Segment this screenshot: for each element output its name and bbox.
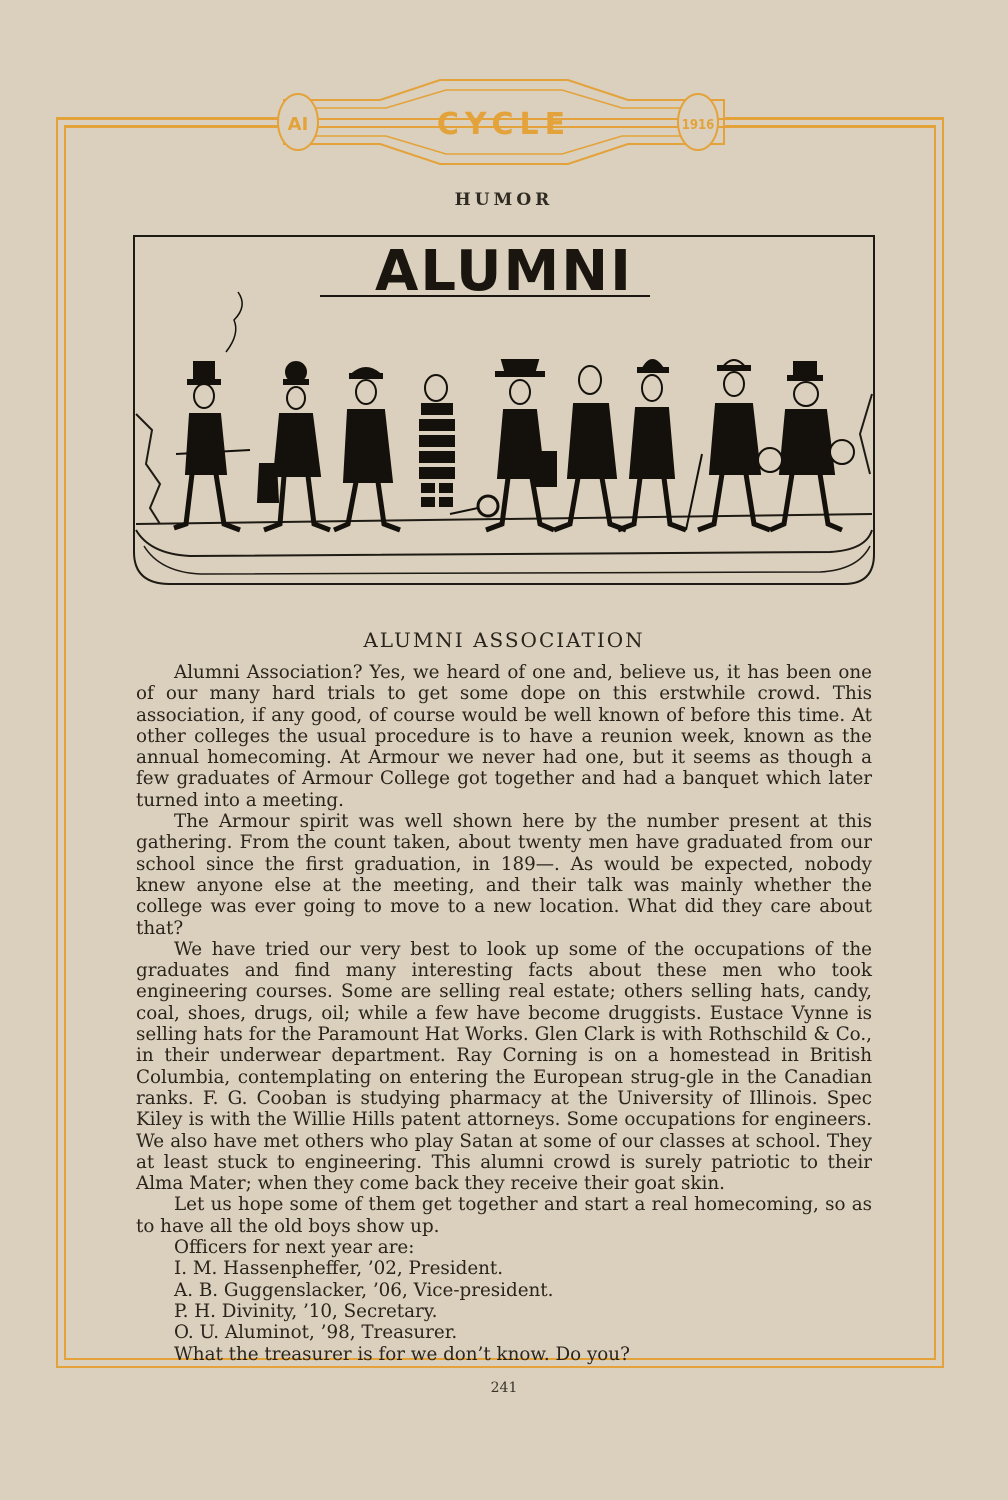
closing-line: What the treasurer is for we don’t know. Do you? (174, 1343, 630, 1365)
article-paragraph: The Armour spirit was well shown here by the number present at this gathering. From the count taken, about twenty men have graduated from our school since the first graduation, in 189—. As would be expected, nobody knew anyone else at the meeting, and their talk was mainly whether the college was ever going to move to a new location. What did they care about that? (136, 811, 872, 939)
cartoon-title: ALUMNI (375, 239, 633, 304)
emblem-cycle-text: CYCLE (436, 107, 572, 142)
article-paragraph: Alumni Association? Yes, we heard of one and, believe us, it has been one of our many hard trials to get some dope on this erstwhile crowd. This association, if any good, of course would be well known of before this time. At other colleges the usual procedure is to have a reunion week, known as the annual homecoming. At Armour we never had one, but it seems as though a few graduates of Armour College got together and had a banquet which later turned into a meeting. (136, 662, 872, 811)
article-paragraph: We have tried our very best to look up some of the occupations of the graduates and find many interesting facts about these men who took engineering courses. Some are selling real estate; others selling hats, candy, coal, shoes, drugs, oil; while a few have become druggists. Eustace Vynne is selling hats for the Paramount Hat Works. Glen Clark is with Rothschild & Co., in their underwear department. Ray Corning is on a homestead in British Columbia, contemplating on entering the European strug-gle in the Canadian ranks. F. G. Cooban is studying pharmacy at the University of Illinois. Spec Kiley is with the Willie Hills patent attorneys. Some occupations for engineers. We also have met others who play Satan at some of our classes at school. They at least stuck to engineering. This alumni crowd is surely patriotic to their Alma Mater; when they come back they receive their goat skin. (136, 938, 872, 1195)
officers-list (136, 1258, 872, 1343)
article-paragraph: Let us hope some of them get together and start a real homecoming, so as to have all the old boys show up. (136, 1194, 872, 1237)
section-heading: HUMOR (454, 190, 554, 210)
cycle-header-emblem (0, 60, 1008, 170)
emblem-left-text: AI (287, 114, 309, 135)
article-title: ALUMNI ASSOCIATION (363, 628, 645, 652)
officer-entry: P. H. Divinity, ’10, Secretary. (174, 1300, 438, 1322)
alumni-cartoon (130, 234, 878, 590)
emblem-right-text: 1916 (681, 118, 715, 133)
article-body (136, 662, 872, 1365)
officer-entry: I. M. Hassenpheffer, ’02, President. (174, 1258, 504, 1280)
officers-intro: Officers for next year are: (174, 1237, 415, 1259)
officer-entry: A. B. Guggenslacker, ’06, Vice-president. (174, 1279, 554, 1301)
page-number: 241 (490, 1380, 518, 1396)
officer-entry: O. U. Aluminot, ’98, Treasurer. (174, 1322, 458, 1344)
